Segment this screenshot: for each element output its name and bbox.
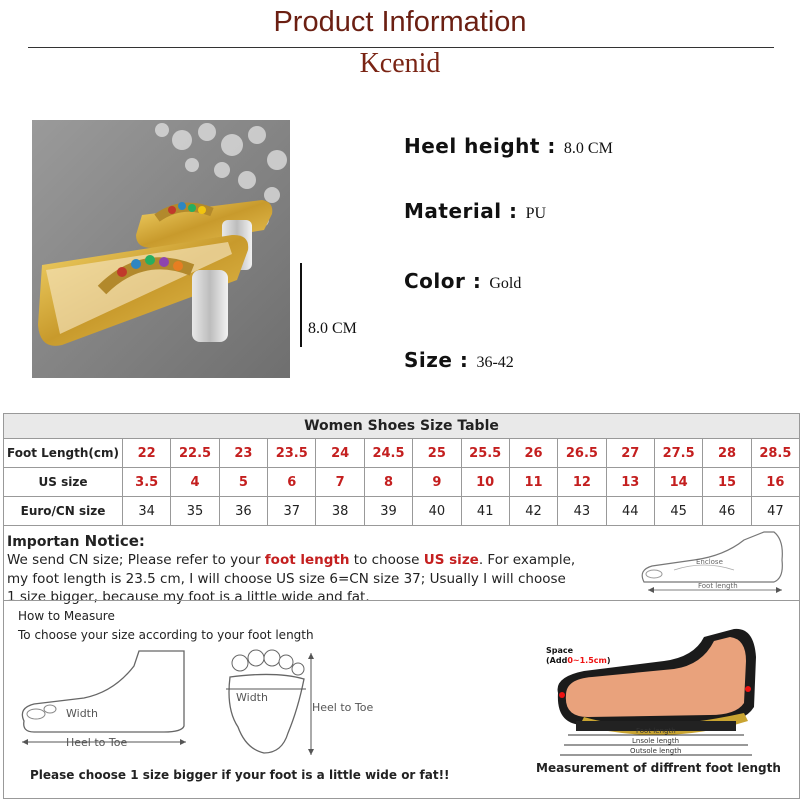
brand-name: Kcenid: [359, 48, 441, 79]
spec-key: Size :: [404, 348, 469, 372]
table-cell: 28: [703, 439, 751, 467]
foot-length-label: Foot length: [698, 582, 738, 590]
table-cell: 6: [268, 468, 316, 496]
measurement-caption: Measurement of diffrent foot length: [536, 761, 781, 775]
notice-line-1: [7, 552, 575, 568]
table-row: [4, 497, 799, 526]
foot-side-measure-diagram: [14, 646, 194, 760]
notice-text: . For example,: [478, 552, 576, 568]
table-cell: 44: [607, 497, 655, 525]
size-tip: Please choose 1 size bigger if your foot is a little wide or fat!!: [30, 768, 450, 782]
space-range-value: 0~1.5cm: [567, 656, 607, 665]
measure-heading: How to Measure: [18, 609, 115, 623]
table-cell: 34: [123, 497, 171, 525]
enclose-label: Enclose: [696, 558, 723, 566]
table-cell: 24: [316, 439, 364, 467]
page-title: Product Information: [273, 6, 527, 38]
table-cell: 23.5: [268, 439, 316, 467]
table-cell: 36: [220, 497, 268, 525]
shoe-length-diagram: [544, 617, 774, 761]
table-cell: 8: [365, 468, 413, 496]
notice-title-b: Notice:: [79, 532, 145, 550]
size-table-title: Women Shoes Size Table: [4, 414, 799, 439]
table-cell: 24.5: [365, 439, 413, 467]
table-cell: 15: [703, 468, 751, 496]
row-label: Foot Length(cm): [4, 439, 123, 467]
table-cell: 43: [558, 497, 606, 525]
table-cell: 39: [365, 497, 413, 525]
product-photo: [32, 120, 290, 378]
spec-key: Material :: [404, 199, 518, 223]
table-row: [4, 468, 799, 497]
table-cell: 35: [171, 497, 219, 525]
table-cell: 45: [655, 497, 703, 525]
space-range-label: [546, 656, 611, 665]
notice-line-2: my foot length is 23.5 cm, I will choose US size 6=CN size 37; Usually I will choose: [7, 571, 566, 587]
table-cell: 3.5: [123, 468, 171, 496]
spec-value: 36-42: [476, 354, 514, 371]
table-cell: 10: [462, 468, 510, 496]
space-range-close: ): [606, 656, 611, 665]
table-cell: 28.5: [759, 445, 792, 461]
table-cell: 13: [607, 468, 655, 496]
spec-color: [404, 269, 521, 293]
heel-to-toe-label: Heel to Toe: [312, 701, 374, 714]
table-cell: 27.5: [655, 439, 703, 467]
foot-length-label: Foot length: [636, 727, 676, 735]
table-cell: 41: [462, 497, 510, 525]
table-row: [4, 439, 799, 468]
space-range-open: (Add: [546, 656, 568, 665]
table-cell: 46: [703, 497, 751, 525]
notice-box: [4, 526, 799, 605]
table-cell: 14: [655, 468, 703, 496]
width-label: Width: [66, 707, 98, 720]
spec-key: Heel height :: [404, 134, 556, 158]
table-cell: 23: [220, 439, 268, 467]
spec-value: PU: [525, 205, 547, 222]
outsole-length-label: Outsole length: [630, 747, 682, 755]
spec-value: Gold: [489, 275, 522, 292]
table-cell: 9: [413, 468, 461, 496]
notice-highlight: US size: [423, 552, 479, 568]
table-cell: 5: [220, 468, 268, 496]
table-cell: 4: [171, 468, 219, 496]
table-cell: 7: [316, 468, 364, 496]
table-cell: 27: [607, 439, 655, 467]
table-cell: 11: [510, 468, 558, 496]
table-cell: 47: [767, 503, 784, 519]
measure-subheading: To choose your size according to your foot length: [18, 628, 314, 642]
table-cell: 40: [413, 497, 461, 525]
notice-title: [7, 532, 145, 550]
spec-key: Color :: [404, 269, 482, 293]
table-cell: 42: [510, 497, 558, 525]
heel-to-toe-label: Heel to Toe: [66, 736, 128, 749]
table-cell: 37: [268, 497, 316, 525]
height-label: 8.0 CM: [308, 320, 357, 337]
table-cell: 12: [558, 468, 606, 496]
table-cell: 16: [766, 474, 785, 490]
table-cell: 26.5: [558, 439, 606, 467]
table-cell: 22.5: [171, 439, 219, 467]
spec-material: [404, 199, 546, 223]
table-cell: 25.5: [462, 439, 510, 467]
notice-text: to choose: [349, 552, 424, 568]
table-cell: 22: [123, 439, 171, 467]
foot-top-measure-diagram: [216, 649, 396, 765]
foot-side-diagram: [634, 530, 796, 596]
table-cell: 38: [316, 497, 364, 525]
how-to-measure-panel: [3, 600, 800, 799]
width-label: Width: [236, 691, 268, 704]
height-indicator: [300, 263, 302, 347]
spec-value: 8.0 CM: [563, 140, 613, 157]
spec-size: [404, 348, 514, 372]
table-cell: 26: [510, 439, 558, 467]
notice-text: We send CN size; Please refer to your: [7, 552, 265, 568]
spec-heel-height: [404, 134, 613, 158]
row-label: Euro/CN size: [4, 497, 123, 525]
table-cell: 25: [413, 439, 461, 467]
space-label: Space: [546, 646, 574, 655]
insole-length-label: Lnsole length: [632, 737, 680, 745]
size-table: [3, 413, 800, 605]
notice-highlight: foot length: [264, 552, 350, 568]
row-label: US size: [4, 468, 123, 496]
notice-line-3: 1 size bigger, because my foot is a little wide and fat.: [7, 589, 370, 605]
notice-title-a: Importan: [7, 534, 80, 550]
